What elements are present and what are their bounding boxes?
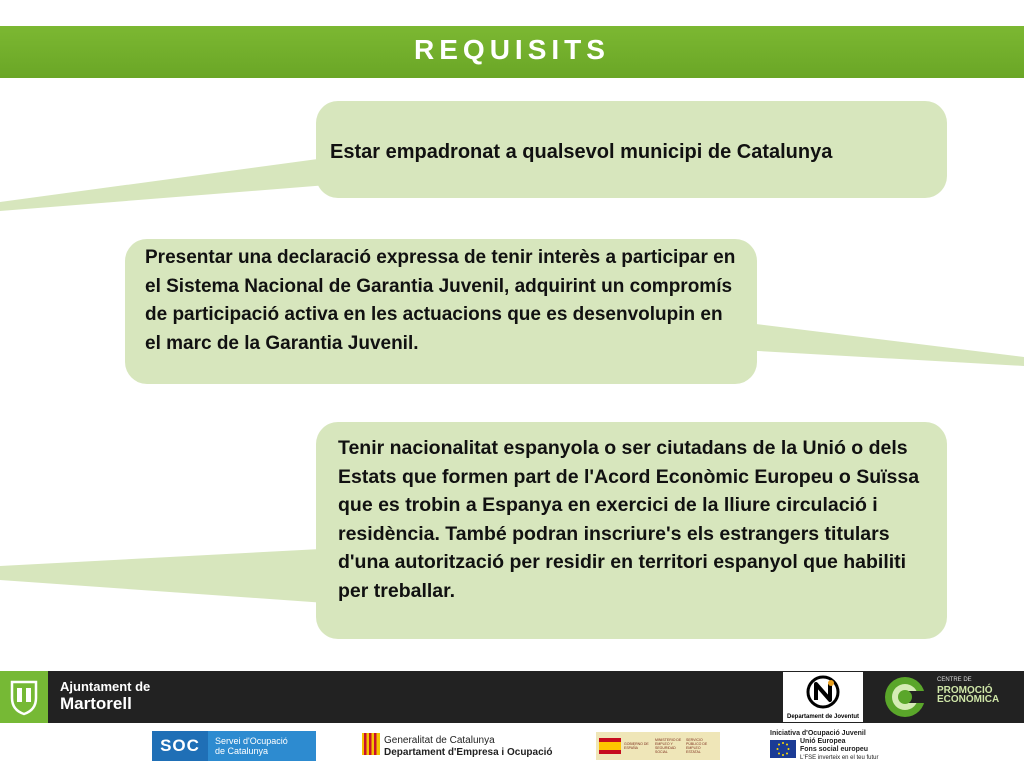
promocio-line2: ECONÒMICA: [937, 694, 1000, 705]
ue-line2: Unió Europea: [800, 738, 846, 745]
joventut-logo: [783, 672, 863, 722]
gencat-logo-text: [384, 735, 553, 759]
requirement-bubble-3: [316, 422, 947, 639]
promocio-line1: PROMOCIÓ: [937, 684, 993, 696]
requirement-text-1: Estar empadronat a qualsevol municipi de Catalunya: [330, 141, 833, 163]
spain-coat-of-arms-icon: [599, 735, 621, 757]
promocio-logo-text: [937, 676, 999, 705]
martorell-shield-logo: [0, 671, 48, 723]
requirement-text-2: Presentar una declaració expressa de tenir interès a participar en el Sistema Nacional de Garantia Juvenil, adquirint un compromís de participació activa en les actuacions que es desenvolupin en el marc de la Garantia Juvenil.: [145, 247, 736, 354]
promocio-small-label: CENTRE DE: [937, 677, 972, 683]
connector-1: [0, 156, 340, 211]
shield-icon: [9, 678, 39, 716]
espanya-text-3: SERVICIO PÚBLICO DE EMPLEO ESTATAL: [686, 738, 708, 754]
eu-stars-icon: [770, 740, 796, 758]
gencat-line1: Generalitat de Catalunya: [384, 735, 495, 746]
soc-line1: Servei d'Ocupació: [215, 736, 288, 746]
ue-line3: Fons social europeu: [800, 746, 869, 753]
joventut-caption: Departament de Joventut: [786, 714, 859, 720]
gobierno-espana-logo: [596, 732, 720, 760]
soc-short-label: SOC: [152, 731, 208, 761]
requirement-text-3: Tenir nacionalitat espanyola o ser ciutadans de la Unió o dels Estats que formen part de l'Acord Econòmic Europeu o Suïssa que es trobin a Espanya en exercici de la lliure circulació i residència. També podran inscriure's els estrangers titulars d'una autorització per residir en territori espanyol que habiliti per treballar.: [338, 437, 920, 602]
gencat-line2: Departament d'Empresa i Ocupació: [384, 747, 553, 758]
requirement-bubble-2: [125, 239, 757, 384]
espanya-text-1: GOBIERNO DE ESPAÑA: [624, 742, 649, 750]
page-title: REQUISITS: [414, 34, 610, 65]
gencat-flag-icon: [362, 733, 380, 755]
martorell-label: Martorell: [60, 694, 132, 713]
ue-line4: L'FSE inverteix en el teu futur: [800, 755, 879, 761]
joventut-n-icon: [805, 674, 841, 710]
soc-line2: de Catalunya: [215, 746, 269, 756]
ajuntament-label: Ajuntament de: [60, 679, 151, 694]
connector-3: [0, 548, 340, 604]
eu-flag-icon: [770, 740, 796, 758]
soc-logo: [152, 731, 316, 761]
promocio-logo-icon: [880, 674, 930, 720]
requirement-bubble-1: [316, 101, 947, 198]
soc-name: [208, 731, 288, 761]
ue-line1: Iniciativa d'Ocupació Juvenil: [770, 730, 866, 737]
martorell-logo-text: [60, 678, 150, 712]
connector-2: [740, 322, 1024, 366]
footer-logo-bar: [0, 671, 1024, 723]
espanya-text-2: MINISTERIO DE EMPLEO Y SEGURIDAD SOCIAL: [655, 738, 682, 754]
